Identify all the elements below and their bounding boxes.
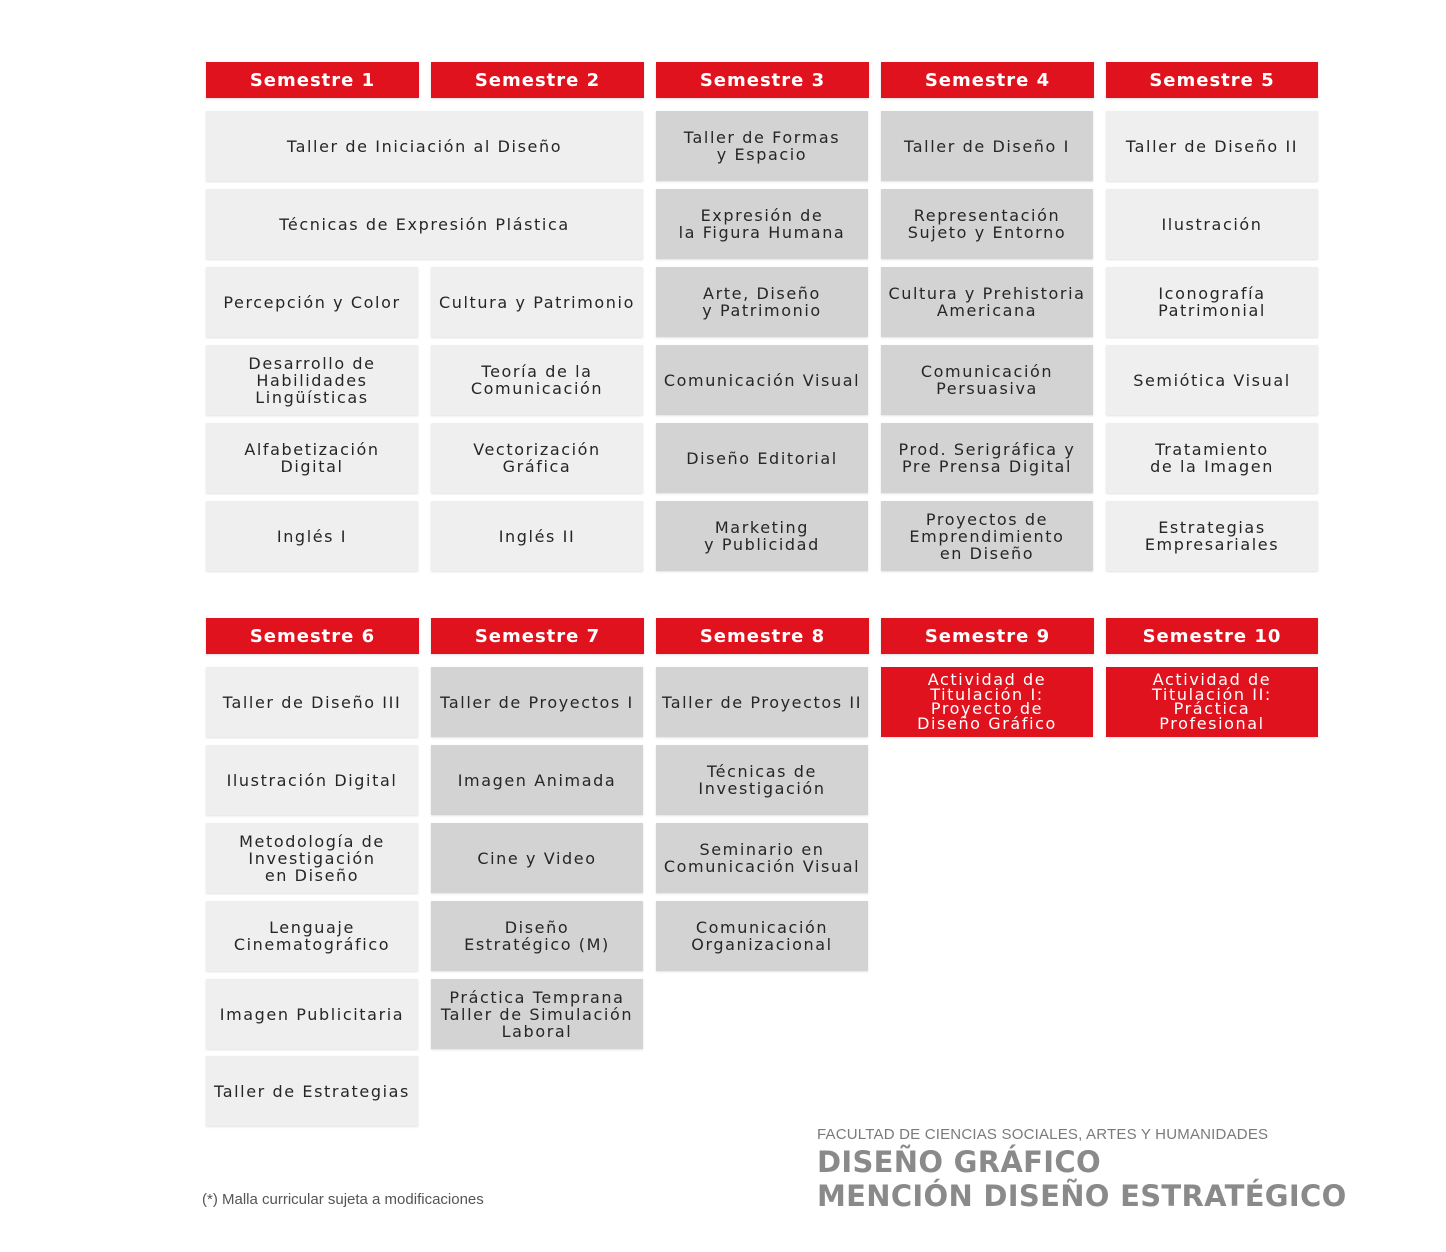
course-cell: Técnicas de Investigación bbox=[656, 745, 868, 815]
course-cell: Taller de Diseño II bbox=[1106, 111, 1318, 181]
course-cell: Práctica Temprana Taller de Simulación Laboral bbox=[431, 979, 643, 1049]
semester-5-header: Semestre 5 bbox=[1106, 62, 1318, 98]
footnote: (*) Malla curricular sujeta a modificaciones bbox=[202, 1191, 484, 1208]
course-cell: Desarrollo de Habilidades Lingüísticas bbox=[206, 345, 418, 415]
course-cell: Ilustración Digital bbox=[206, 745, 418, 815]
course-cell: Ilustración bbox=[1106, 189, 1318, 259]
semester-6-header: Semestre 6 bbox=[206, 618, 419, 654]
course-cell: Arte, Diseño y Patrimonio bbox=[656, 267, 868, 337]
semester-3-header: Semestre 3 bbox=[656, 62, 869, 98]
faculty-name: FACULTAD DE CIENCIAS SOCIALES, ARTES Y HUMANIDADES bbox=[817, 1126, 1269, 1143]
course-cell-titulacion-1: Actividad de Titulación I: Proyecto de Diseño Gráfico bbox=[881, 667, 1093, 737]
course-cell: Iconografía Patrimonial bbox=[1106, 267, 1318, 337]
course-cell: Diseño Estratégico (M) bbox=[431, 901, 643, 971]
program-title: DISEÑO GRÁFICO bbox=[817, 1145, 1101, 1179]
semester-4-header: Semestre 4 bbox=[881, 62, 1094, 98]
course-cell: Inglés II bbox=[431, 501, 643, 571]
course-cell: Alfabetización Digital bbox=[206, 423, 418, 493]
course-cell: Taller de Proyectos I bbox=[431, 667, 643, 737]
semester-8-header: Semestre 8 bbox=[656, 618, 869, 654]
course-cell: Semiótica Visual bbox=[1106, 345, 1318, 415]
course-cell: Cultura y Prehistoria Americana bbox=[881, 267, 1093, 337]
course-cell: Taller de Proyectos II bbox=[656, 667, 868, 737]
course-cell: Inglés I bbox=[206, 501, 418, 571]
course-cell: Técnicas de Expresión Plástica bbox=[206, 189, 643, 259]
course-cell: Percepción y Color bbox=[206, 267, 418, 337]
course-cell: Comunicación Organizacional bbox=[656, 901, 868, 971]
course-cell: Comunicación Persuasiva bbox=[881, 345, 1093, 415]
course-cell: Lenguaje Cinematográfico bbox=[206, 901, 418, 971]
semester-10-header: Semestre 10 bbox=[1106, 618, 1318, 654]
course-cell: Marketing y Publicidad bbox=[656, 501, 868, 571]
course-cell: Seminario en Comunicación Visual bbox=[656, 823, 868, 893]
course-cell-titulacion-2: Actividad de Titulación II: Práctica Profesional bbox=[1106, 667, 1318, 737]
course-cell: Vectorización Gráfica bbox=[431, 423, 643, 493]
course-cell: Diseño Editorial bbox=[656, 423, 868, 493]
course-cell: Estrategias Empresariales bbox=[1106, 501, 1318, 571]
semester-9-header: Semestre 9 bbox=[881, 618, 1094, 654]
course-cell: Metodología de Investigación en Diseño bbox=[206, 823, 418, 893]
course-cell: Taller de Diseño III bbox=[206, 667, 418, 737]
course-cell: Comunicación Visual bbox=[656, 345, 868, 415]
semester-2-header: Semestre 2 bbox=[431, 62, 644, 98]
course-cell: Taller de Formas y Espacio bbox=[656, 111, 868, 181]
program-subtitle: MENCIÓN DISEÑO ESTRATÉGICO bbox=[817, 1179, 1347, 1213]
course-cell: Proyectos de Emprendimiento en Diseño bbox=[881, 501, 1093, 571]
semester-1-header: Semestre 1 bbox=[206, 62, 419, 98]
course-cell: Expresión de la Figura Humana bbox=[656, 189, 868, 259]
course-cell: Taller de Estrategias bbox=[206, 1056, 418, 1126]
course-cell: Cultura y Patrimonio bbox=[431, 267, 643, 337]
course-cell: Imagen Animada bbox=[431, 745, 643, 815]
course-cell: Tratamiento de la Imagen bbox=[1106, 423, 1318, 493]
course-cell: Taller de Diseño I bbox=[881, 111, 1093, 181]
course-cell: Cine y Video bbox=[431, 823, 643, 893]
course-cell: Taller de Iniciación al Diseño bbox=[206, 111, 643, 181]
course-cell: Imagen Publicitaria bbox=[206, 979, 418, 1049]
course-cell: Prod. Serigráfica y Pre Prensa Digital bbox=[881, 423, 1093, 493]
course-cell: Representación Sujeto y Entorno bbox=[881, 189, 1093, 259]
semester-7-header: Semestre 7 bbox=[431, 618, 644, 654]
course-cell: Teoría de la Comunicación bbox=[431, 345, 643, 415]
